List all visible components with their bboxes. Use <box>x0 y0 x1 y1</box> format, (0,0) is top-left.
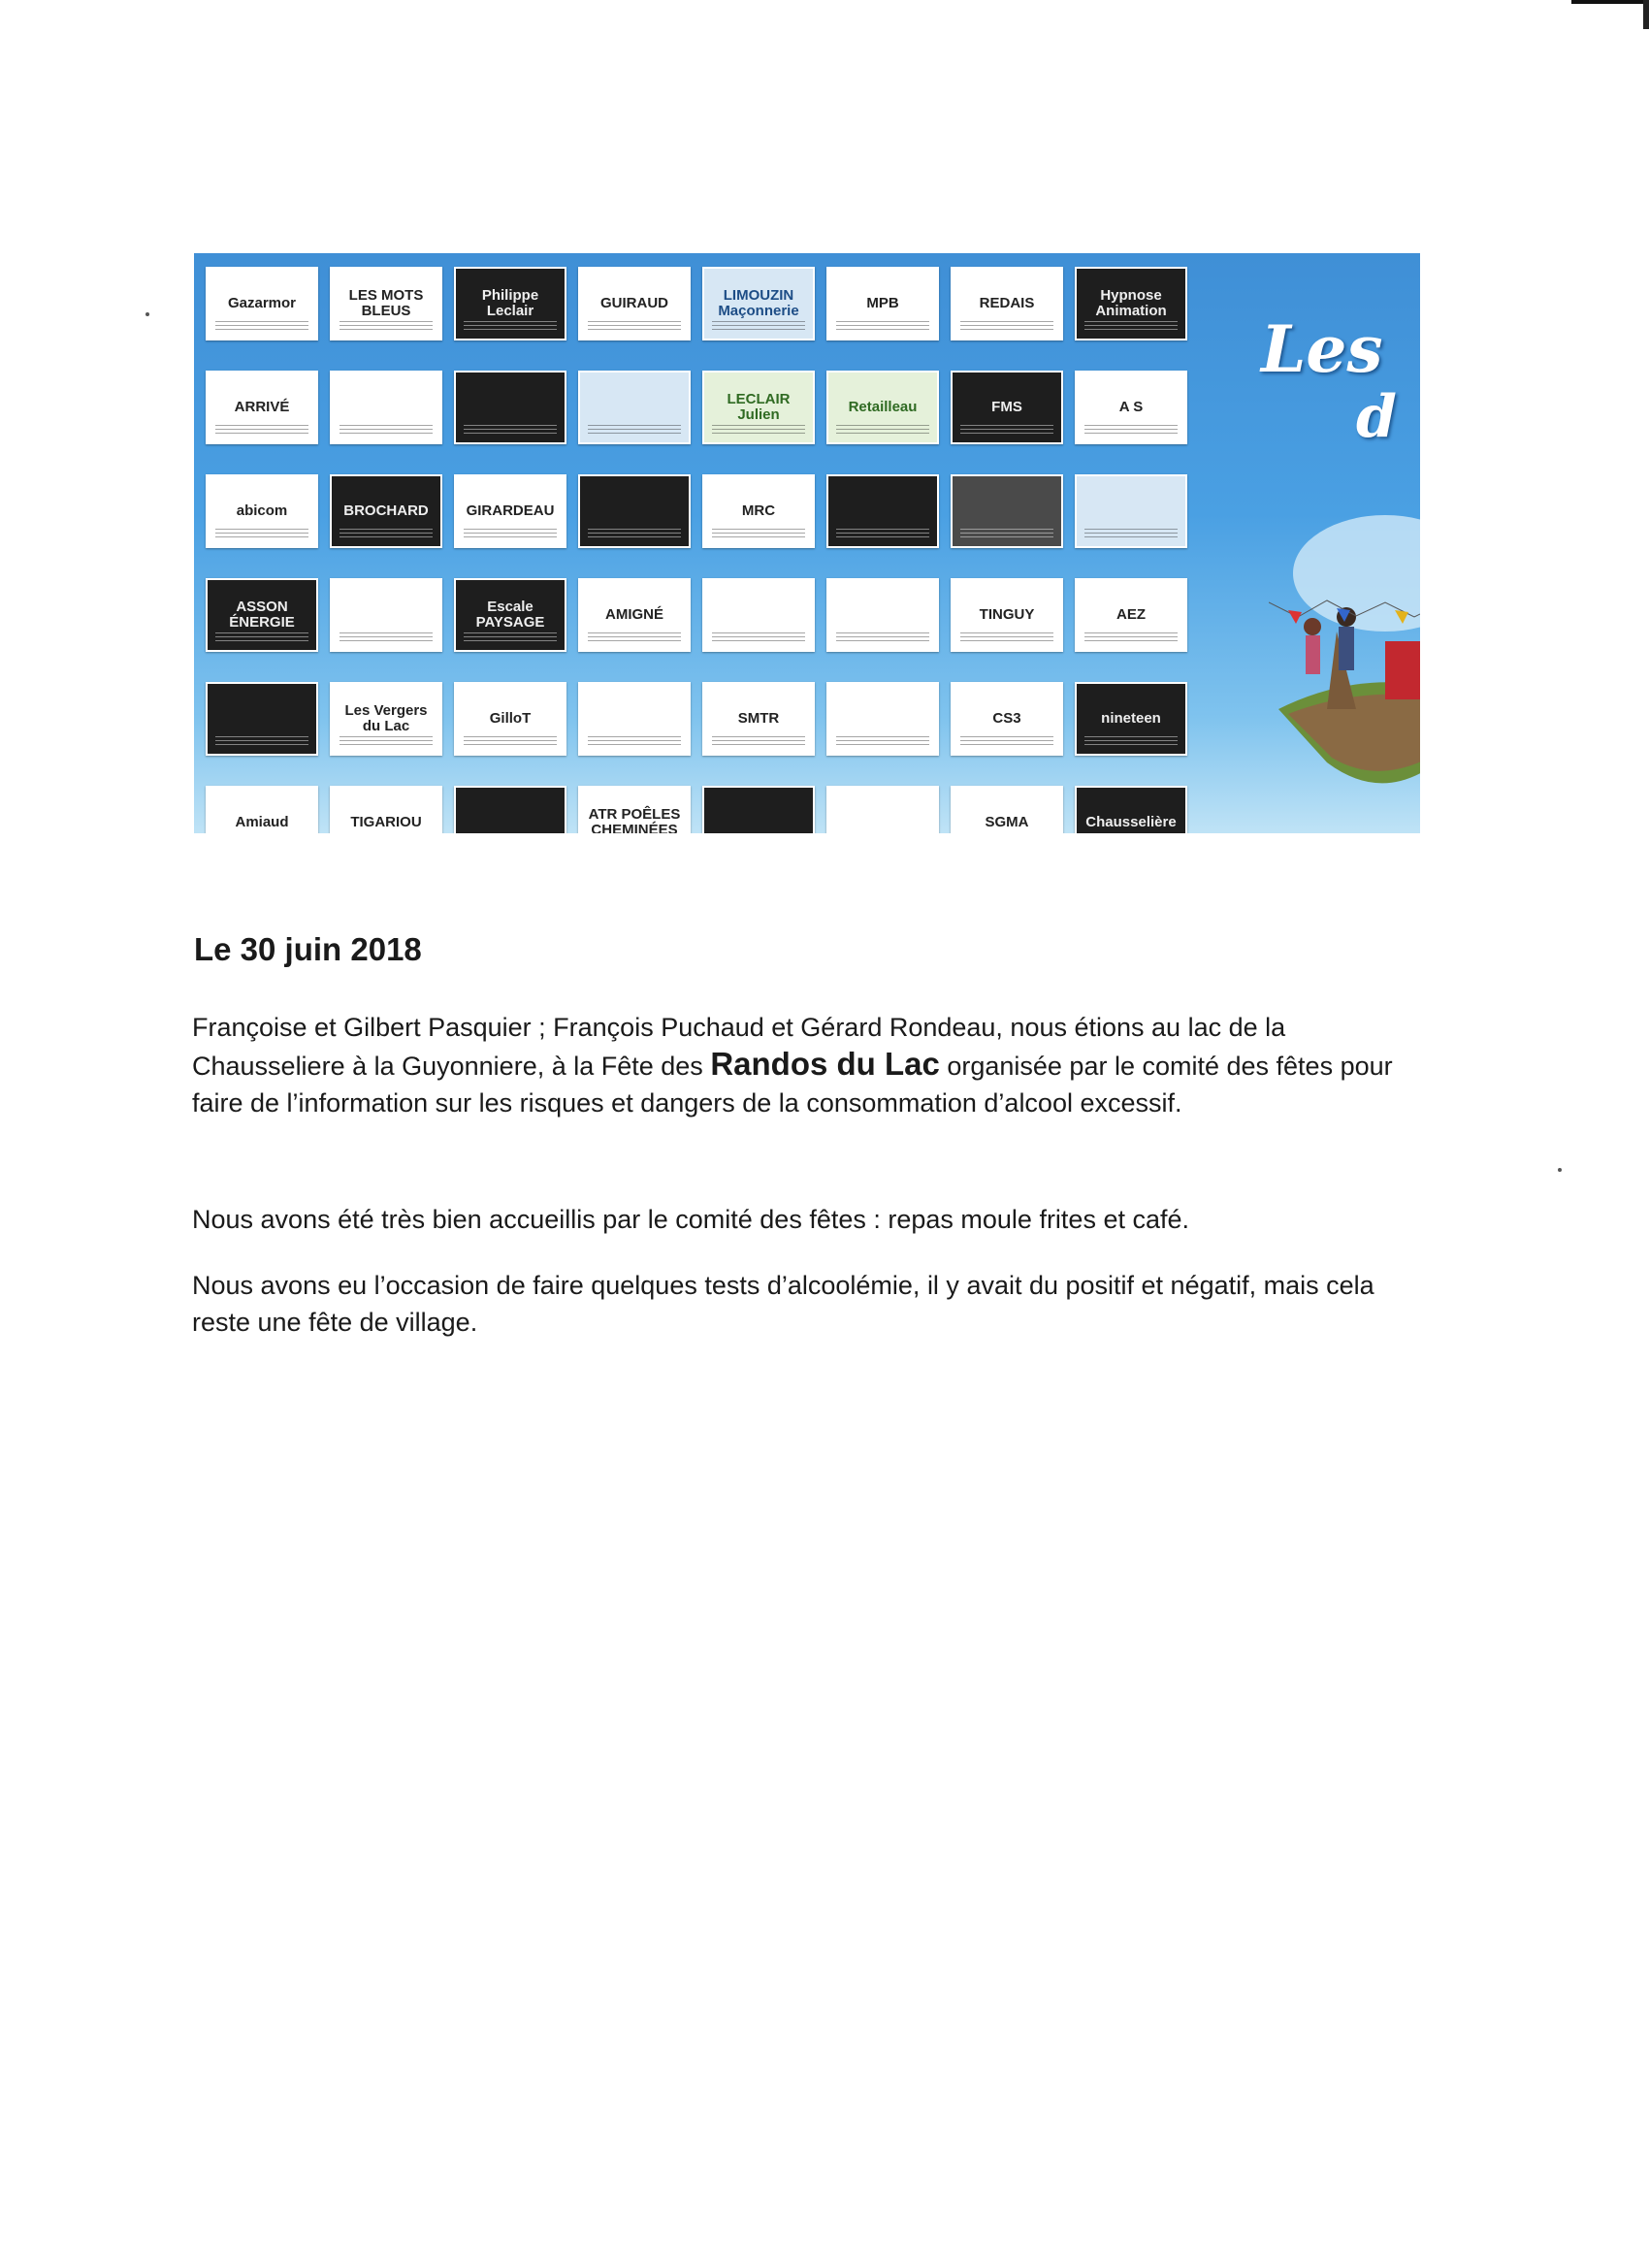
sponsor-card-label: GIRARDEAU <box>466 502 555 520</box>
sponsor-card-fine-print <box>960 321 1053 333</box>
sponsor-card-label: Chausselière <box>1085 814 1177 831</box>
sponsor-card <box>206 682 318 756</box>
sponsor-card <box>702 786 815 833</box>
article-paragraph-3: Nous avons eu l’occasion de faire quelques tests d’alcoolémie, il y avait du positif et négatif, mais cela reste une fête de village. <box>192 1271 1374 1337</box>
floating-island-illustration <box>1269 515 1420 806</box>
paragraph-text: Françoise et Gilbert Pasquier ; François Puchaud et Gérard Rondeau, nous étions au lac de la Chausseliere à la Guyonniere, à la Fête des <box>192 1013 1286 1081</box>
sponsor-card-fine-print <box>588 529 681 540</box>
sponsor-card-label: Retailleau <box>848 399 918 416</box>
sponsor-card <box>1075 371 1187 444</box>
sponsor-card-fine-print <box>464 736 557 748</box>
sponsor-card <box>826 474 939 548</box>
scan-speck <box>1558 1168 1562 1172</box>
sponsor-card <box>951 267 1063 340</box>
sponsor-card-fine-print <box>1084 321 1178 333</box>
sponsor-card <box>454 786 566 833</box>
article-paragraph-2: Nous avons été très bien accueillis par le comité des fêtes : repas moule frites et café. <box>192 1205 1190 1234</box>
sponsor-card-label: Gazarmor <box>227 295 297 312</box>
sponsor-card-fine-print <box>340 425 433 437</box>
sponsor-card-label: SMTR <box>737 710 780 728</box>
sponsor-card-label: MRC <box>741 502 776 520</box>
sponsor-card-fine-print <box>712 321 805 333</box>
poster-title: Les <box>1261 311 1383 387</box>
sponsor-card <box>951 682 1063 756</box>
sponsor-card-fine-print <box>1084 425 1178 437</box>
sponsor-card <box>206 474 318 548</box>
article-paragraph-1 <box>192 1009 1424 1121</box>
sponsor-card-fine-print <box>340 321 433 333</box>
sponsor-card-label: LES MOTS BLEUS <box>348 287 424 319</box>
sponsor-card <box>1075 267 1187 340</box>
event-name-emphasis: Randos du Lac <box>710 1046 940 1082</box>
sponsor-card-fine-print <box>1084 736 1178 748</box>
sponsor-card-label: REDAIS <box>979 295 1035 312</box>
sponsor-card <box>1075 474 1187 548</box>
sponsor-card-fine-print <box>836 529 929 540</box>
sponsor-card <box>454 682 566 756</box>
sponsor-card <box>578 371 691 444</box>
poster-illustration <box>1211 253 1420 833</box>
sponsor-card <box>330 371 442 444</box>
sponsor-card-label: nineteen <box>1101 710 1161 728</box>
sponsor-card <box>578 786 691 833</box>
sponsor-card-fine-print <box>836 736 929 748</box>
sponsor-card <box>1075 786 1187 833</box>
sponsor-card <box>206 786 318 833</box>
sponsor-card-fine-print <box>464 632 557 644</box>
sponsor-card-fine-print <box>712 529 805 540</box>
sponsor-card-label: ASSON ÉNERGIE <box>229 599 295 631</box>
scan-edge-mark <box>1571 0 1649 4</box>
sponsor-card-fine-print <box>588 632 681 644</box>
sponsor-card-label: Escale PAYSAGE <box>475 599 545 631</box>
sponsor-card-fine-print <box>215 632 308 644</box>
sponsor-card <box>330 786 442 833</box>
sponsor-card-fine-print <box>1084 529 1178 540</box>
sponsor-card-label: GilloT <box>489 710 532 728</box>
article-date-heading: Le 30 juin 2018 <box>194 931 422 967</box>
sponsor-card <box>951 371 1063 444</box>
sponsor-card-fine-print <box>215 529 308 540</box>
sponsor-card-fine-print <box>588 321 681 333</box>
sponsor-card <box>702 267 815 340</box>
scan-speck <box>146 312 149 316</box>
sponsor-card-fine-print <box>960 425 1053 437</box>
sponsor-card-label: A S <box>1118 399 1144 416</box>
sponsor-card-label: Hypnose Animation <box>1095 287 1167 319</box>
sponsor-card-fine-print <box>340 632 433 644</box>
sponsor-card-label: MPB <box>866 295 899 312</box>
sponsor-card-fine-print <box>836 425 929 437</box>
sponsor-card-fine-print <box>712 425 805 437</box>
sponsor-card <box>951 786 1063 833</box>
sponsor-card <box>702 682 815 756</box>
sponsor-card-fine-print <box>712 736 805 748</box>
sponsor-card-label: ARRIVÉ <box>234 399 290 416</box>
sponsor-card-fine-print <box>960 632 1053 644</box>
sponsor-card <box>454 578 566 652</box>
sponsor-card-label: ATR POÊLES CHEMINÉES <box>588 806 681 833</box>
sponsor-card <box>826 267 939 340</box>
sponsor-card <box>951 474 1063 548</box>
sponsor-card-fine-print <box>836 632 929 644</box>
sponsor-card <box>578 474 691 548</box>
sponsor-card-label: LECLAIR Julien <box>727 391 791 423</box>
sponsor-card-label: GUIRAUD <box>600 295 668 312</box>
sponsor-card <box>330 682 442 756</box>
sponsor-card-fine-print <box>340 529 433 540</box>
sponsor-card-grid <box>206 267 1205 833</box>
sponsor-card <box>454 371 566 444</box>
sponsor-card-fine-print <box>588 736 681 748</box>
sponsor-card-fine-print <box>836 321 929 333</box>
sponsor-card-label: Philippe Leclair <box>481 287 539 319</box>
sponsor-card <box>826 786 939 833</box>
sponsor-card <box>454 474 566 548</box>
sponsor-card-fine-print <box>712 632 805 644</box>
sponsor-card <box>330 474 442 548</box>
sponsor-card-fine-print <box>215 321 308 333</box>
sponsor-card <box>702 578 815 652</box>
sponsor-card-label: SGMA <box>985 814 1029 831</box>
sponsor-card-label: Les Vergers du Lac <box>344 702 428 734</box>
sponsor-card <box>1075 578 1187 652</box>
sponsor-card <box>826 578 939 652</box>
sponsor-card-fine-print <box>588 425 681 437</box>
sponsor-card <box>1075 682 1187 756</box>
sponsor-card <box>578 578 691 652</box>
sponsor-card <box>826 682 939 756</box>
sponsor-card-fine-print <box>464 425 557 437</box>
sponsor-card <box>578 682 691 756</box>
poster-title-continued: d <box>1356 383 1397 451</box>
sponsor-card-fine-print <box>340 736 433 748</box>
sponsor-card-label: abicom <box>236 502 288 520</box>
sponsor-card-fine-print <box>960 736 1053 748</box>
sponsor-card-label: TIGARIOU <box>350 814 422 831</box>
sponsor-card-fine-print <box>215 425 308 437</box>
sponsor-card-label: CS3 <box>992 710 1021 728</box>
sponsor-card <box>206 371 318 444</box>
sponsor-card <box>826 371 939 444</box>
sponsor-card <box>330 267 442 340</box>
sponsor-card <box>951 578 1063 652</box>
sponsor-card <box>454 267 566 340</box>
sponsor-card-fine-print <box>464 529 557 540</box>
sponsor-card <box>206 578 318 652</box>
paragraph-text: organisée par le comité des fêtes pour faire de l’information sur les risques et dangers de la consommation d’alcool excessif. <box>192 1052 1393 1118</box>
sponsor-card-fine-print <box>1084 632 1178 644</box>
sponsor-poster-image <box>194 253 1420 833</box>
sponsor-card <box>578 267 691 340</box>
sponsor-card-label: AEZ <box>1116 606 1146 624</box>
scan-edge-mark <box>1643 0 1649 29</box>
sponsor-card-label: TINGUY <box>979 606 1035 624</box>
sponsor-card-fine-print <box>464 321 557 333</box>
sponsor-card-fine-print <box>215 736 308 748</box>
sponsor-card <box>702 371 815 444</box>
sponsor-card-fine-print <box>960 529 1053 540</box>
sponsor-card <box>330 578 442 652</box>
sponsor-card-label: FMS <box>991 399 1022 416</box>
sponsor-card <box>206 267 318 340</box>
sponsor-card-label: AMIGNÉ <box>605 606 663 624</box>
sponsor-card-label: LIMOUZIN Maçonnerie <box>718 287 799 319</box>
sponsor-card-label: Amiaud <box>235 814 289 831</box>
sponsor-card-label: BROCHARD <box>343 502 429 520</box>
sponsor-card <box>702 474 815 548</box>
